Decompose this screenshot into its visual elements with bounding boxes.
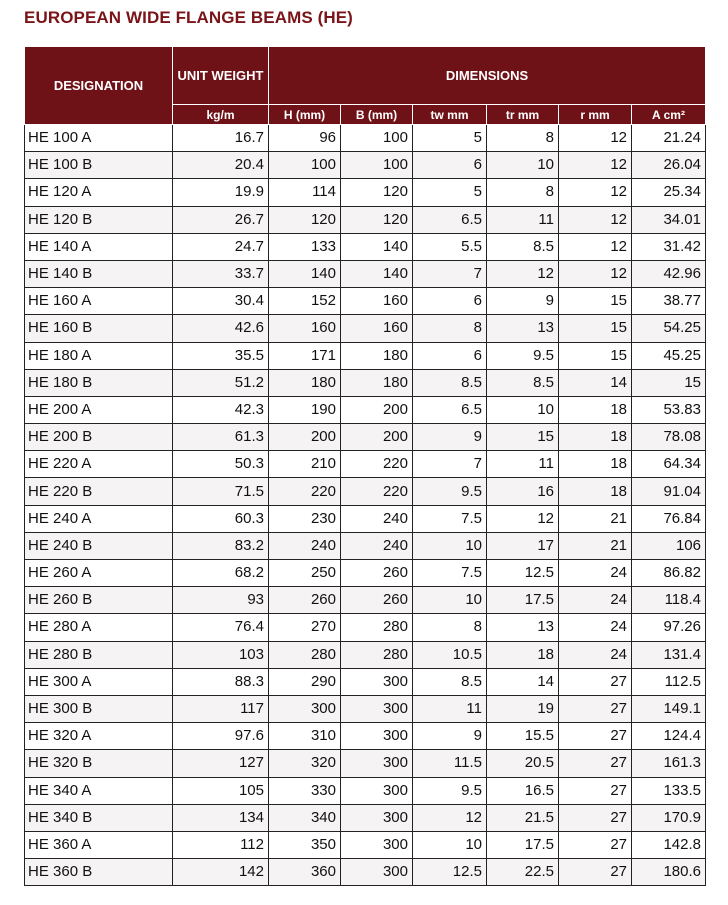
radius-cell: 14: [559, 369, 632, 396]
table-row: [25, 125, 706, 152]
flange-thickness-cell: 8: [487, 125, 559, 152]
radius-cell: 27: [559, 831, 632, 858]
designation-cell: HE 180 A: [25, 342, 173, 369]
unit-header-r: r mm: [559, 105, 632, 125]
designation-cell: HE 140 B: [25, 260, 173, 287]
flange-thickness-cell: 9.5: [487, 342, 559, 369]
height-cell: 190: [269, 396, 341, 423]
dimensions-header: DIMENSIONS: [269, 47, 706, 105]
area-cell: 15: [632, 369, 706, 396]
designation-cell: HE 220 B: [25, 478, 173, 505]
unit-weight-cell: 83.2: [173, 532, 269, 559]
area-cell: 180.6: [632, 859, 706, 886]
area-cell: 149.1: [632, 695, 706, 722]
width-cell: 300: [341, 831, 413, 858]
radius-cell: 27: [559, 668, 632, 695]
designation-cell: HE 200 B: [25, 424, 173, 451]
flange-thickness-cell: 8: [487, 179, 559, 206]
height-cell: 330: [269, 777, 341, 804]
area-cell: 45.25: [632, 342, 706, 369]
width-cell: 240: [341, 505, 413, 532]
height-cell: 220: [269, 478, 341, 505]
height-cell: 260: [269, 587, 341, 614]
table-row: [25, 396, 706, 423]
designation-cell: HE 300 B: [25, 695, 173, 722]
area-cell: 26.04: [632, 152, 706, 179]
web-thickness-cell: 6.5: [413, 206, 487, 233]
table-row: [25, 804, 706, 831]
web-thickness-cell: 8.5: [413, 369, 487, 396]
width-cell: 160: [341, 315, 413, 342]
unit-weight-cell: 117: [173, 695, 269, 722]
designation-cell: HE 140 A: [25, 233, 173, 260]
width-cell: 220: [341, 478, 413, 505]
area-cell: 106: [632, 532, 706, 559]
width-cell: 240: [341, 532, 413, 559]
designation-cell: HE 160 B: [25, 315, 173, 342]
flange-thickness-cell: 15.5: [487, 723, 559, 750]
web-thickness-cell: 6: [413, 288, 487, 315]
web-thickness-cell: 9: [413, 723, 487, 750]
unit-weight-cell: 42.3: [173, 396, 269, 423]
unit-weight-cell: 76.4: [173, 614, 269, 641]
flange-thickness-cell: 17: [487, 532, 559, 559]
unit-weight-cell: 16.7: [173, 125, 269, 152]
unit-weight-cell: 26.7: [173, 206, 269, 233]
designation-cell: HE 360 A: [25, 831, 173, 858]
radius-cell: 18: [559, 424, 632, 451]
designation-cell: HE 240 B: [25, 532, 173, 559]
table-row: [25, 233, 706, 260]
table-row: [25, 315, 706, 342]
web-thickness-cell: 6: [413, 152, 487, 179]
area-cell: 133.5: [632, 777, 706, 804]
unit-weight-cell: 71.5: [173, 478, 269, 505]
width-cell: 300: [341, 750, 413, 777]
radius-cell: 12: [559, 152, 632, 179]
area-cell: 118.4: [632, 587, 706, 614]
table-row: [25, 859, 706, 886]
radius-cell: 12: [559, 260, 632, 287]
radius-cell: 18: [559, 451, 632, 478]
unit-header-b: B (mm): [341, 105, 413, 125]
web-thickness-cell: 8.5: [413, 668, 487, 695]
flange-thickness-cell: 19: [487, 695, 559, 722]
designation-cell: HE 240 A: [25, 505, 173, 532]
width-cell: 180: [341, 369, 413, 396]
flange-thickness-cell: 22.5: [487, 859, 559, 886]
area-cell: 38.77: [632, 288, 706, 315]
unit-weight-cell: 134: [173, 804, 269, 831]
table-row: [25, 369, 706, 396]
area-cell: 131.4: [632, 641, 706, 668]
flange-thickness-cell: 13: [487, 315, 559, 342]
table-row: [25, 288, 706, 315]
height-cell: 300: [269, 695, 341, 722]
area-cell: 170.9: [632, 804, 706, 831]
unit-weight-cell: 19.9: [173, 179, 269, 206]
height-cell: 171: [269, 342, 341, 369]
height-cell: 160: [269, 315, 341, 342]
designation-cell: HE 280 B: [25, 641, 173, 668]
radius-cell: 27: [559, 804, 632, 831]
web-thickness-cell: 11.5: [413, 750, 487, 777]
width-cell: 220: [341, 451, 413, 478]
unit-weight-cell: 24.7: [173, 233, 269, 260]
radius-cell: 21: [559, 532, 632, 559]
web-thickness-cell: 9.5: [413, 478, 487, 505]
designation-cell: HE 120 A: [25, 179, 173, 206]
area-cell: 31.42: [632, 233, 706, 260]
table-row: [25, 560, 706, 587]
web-thickness-cell: 9: [413, 424, 487, 451]
web-thickness-cell: 6: [413, 342, 487, 369]
area-cell: 76.84: [632, 505, 706, 532]
radius-cell: 18: [559, 478, 632, 505]
unit-header-h: H (mm): [269, 105, 341, 125]
height-cell: 240: [269, 532, 341, 559]
height-cell: 133: [269, 233, 341, 260]
radius-cell: 24: [559, 560, 632, 587]
table-row: [25, 614, 706, 641]
unit-weight-cell: 30.4: [173, 288, 269, 315]
unit-weight-cell: 42.6: [173, 315, 269, 342]
height-cell: 100: [269, 152, 341, 179]
width-cell: 300: [341, 777, 413, 804]
web-thickness-cell: 10: [413, 831, 487, 858]
width-cell: 260: [341, 560, 413, 587]
web-thickness-cell: 9.5: [413, 777, 487, 804]
width-cell: 180: [341, 342, 413, 369]
area-cell: 34.01: [632, 206, 706, 233]
table-row: [25, 777, 706, 804]
height-cell: 230: [269, 505, 341, 532]
flange-thickness-cell: 17.5: [487, 587, 559, 614]
flange-thickness-cell: 10: [487, 152, 559, 179]
unit-weight-cell: 51.2: [173, 369, 269, 396]
flange-thickness-cell: 9: [487, 288, 559, 315]
area-cell: 64.34: [632, 451, 706, 478]
unit-weight-cell: 127: [173, 750, 269, 777]
radius-cell: 12: [559, 125, 632, 152]
radius-cell: 27: [559, 859, 632, 886]
designation-cell: HE 100 A: [25, 125, 173, 152]
unit-weight-header: UNIT WEIGHT: [173, 47, 269, 105]
radius-cell: 27: [559, 695, 632, 722]
table-row: [25, 532, 706, 559]
designation-cell: HE 180 B: [25, 369, 173, 396]
designation-header: DESIGNATION: [25, 47, 173, 125]
radius-cell: 12: [559, 206, 632, 233]
width-cell: 120: [341, 179, 413, 206]
flange-thickness-cell: 8.5: [487, 233, 559, 260]
area-cell: 54.25: [632, 315, 706, 342]
area-cell: 86.82: [632, 560, 706, 587]
width-cell: 160: [341, 288, 413, 315]
designation-cell: HE 160 A: [25, 288, 173, 315]
radius-cell: 27: [559, 723, 632, 750]
width-cell: 280: [341, 614, 413, 641]
table-row: [25, 831, 706, 858]
unit-weight-cell: 61.3: [173, 424, 269, 451]
flange-thickness-cell: 12: [487, 260, 559, 287]
height-cell: 310: [269, 723, 341, 750]
designation-cell: HE 340 A: [25, 777, 173, 804]
radius-cell: 21: [559, 505, 632, 532]
area-cell: 42.96: [632, 260, 706, 287]
width-cell: 300: [341, 668, 413, 695]
radius-cell: 18: [559, 396, 632, 423]
web-thickness-cell: 12.5: [413, 859, 487, 886]
width-cell: 260: [341, 587, 413, 614]
radius-cell: 15: [559, 342, 632, 369]
web-thickness-cell: 5: [413, 179, 487, 206]
designation-cell: HE 320 B: [25, 750, 173, 777]
unit-weight-cell: 103: [173, 641, 269, 668]
flange-thickness-cell: 16.5: [487, 777, 559, 804]
radius-cell: 27: [559, 750, 632, 777]
table-row: [25, 451, 706, 478]
unit-weight-cell: 33.7: [173, 260, 269, 287]
web-thickness-cell: 7.5: [413, 560, 487, 587]
table-row: [25, 641, 706, 668]
radius-cell: 12: [559, 233, 632, 260]
designation-cell: HE 260 A: [25, 560, 173, 587]
table-row: [25, 424, 706, 451]
area-cell: 91.04: [632, 478, 706, 505]
unit-header-tw: tw mm: [413, 105, 487, 125]
table-row: [25, 505, 706, 532]
page-title: EUROPEAN WIDE FLANGE BEAMS (HE): [24, 8, 353, 27]
designation-cell: HE 120 B: [25, 206, 173, 233]
web-thickness-cell: 5: [413, 125, 487, 152]
web-thickness-cell: 10: [413, 587, 487, 614]
table-row: [25, 668, 706, 695]
unit-weight-cell: 20.4: [173, 152, 269, 179]
flange-thickness-cell: 8.5: [487, 369, 559, 396]
flange-thickness-cell: 20.5: [487, 750, 559, 777]
web-thickness-cell: 12: [413, 804, 487, 831]
web-thickness-cell: 11: [413, 695, 487, 722]
designation-cell: HE 280 A: [25, 614, 173, 641]
flange-thickness-cell: 18: [487, 641, 559, 668]
table-row: [25, 587, 706, 614]
radius-cell: 15: [559, 288, 632, 315]
flange-thickness-cell: 15: [487, 424, 559, 451]
table-row: [25, 260, 706, 287]
designation-cell: HE 320 A: [25, 723, 173, 750]
height-cell: 140: [269, 260, 341, 287]
web-thickness-cell: 8: [413, 614, 487, 641]
table-row: [25, 206, 706, 233]
area-cell: 25.34: [632, 179, 706, 206]
flange-thickness-cell: 12: [487, 505, 559, 532]
height-cell: 114: [269, 179, 341, 206]
beam-table: [24, 46, 706, 886]
beam-table-body: [25, 125, 706, 886]
width-cell: 100: [341, 152, 413, 179]
radius-cell: 24: [559, 587, 632, 614]
flange-thickness-cell: 21.5: [487, 804, 559, 831]
height-cell: 120: [269, 206, 341, 233]
height-cell: 290: [269, 668, 341, 695]
height-cell: 200: [269, 424, 341, 451]
web-thickness-cell: 7: [413, 451, 487, 478]
designation-cell: HE 260 B: [25, 587, 173, 614]
area-cell: 78.08: [632, 424, 706, 451]
unit-weight-cell: 93: [173, 587, 269, 614]
table-row: [25, 695, 706, 722]
designation-cell: HE 360 B: [25, 859, 173, 886]
web-thickness-cell: 10.5: [413, 641, 487, 668]
area-cell: 142.8: [632, 831, 706, 858]
flange-thickness-cell: 11: [487, 451, 559, 478]
radius-cell: 15: [559, 315, 632, 342]
height-cell: 96: [269, 125, 341, 152]
width-cell: 200: [341, 396, 413, 423]
height-cell: 280: [269, 641, 341, 668]
width-cell: 200: [341, 424, 413, 451]
width-cell: 280: [341, 641, 413, 668]
area-cell: 112.5: [632, 668, 706, 695]
flange-thickness-cell: 14: [487, 668, 559, 695]
web-thickness-cell: 5.5: [413, 233, 487, 260]
web-thickness-cell: 7.5: [413, 505, 487, 532]
flange-thickness-cell: 13: [487, 614, 559, 641]
width-cell: 300: [341, 804, 413, 831]
width-cell: 120: [341, 206, 413, 233]
area-cell: 97.26: [632, 614, 706, 641]
height-cell: 360: [269, 859, 341, 886]
designation-cell: HE 340 B: [25, 804, 173, 831]
unit-weight-cell: 142: [173, 859, 269, 886]
table-row: [25, 750, 706, 777]
flange-thickness-cell: 10: [487, 396, 559, 423]
width-cell: 300: [341, 859, 413, 886]
area-cell: 124.4: [632, 723, 706, 750]
area-cell: 161.3: [632, 750, 706, 777]
height-cell: 210: [269, 451, 341, 478]
table-row: [25, 179, 706, 206]
area-cell: 21.24: [632, 125, 706, 152]
flange-thickness-cell: 11: [487, 206, 559, 233]
designation-cell: HE 100 B: [25, 152, 173, 179]
height-cell: 340: [269, 804, 341, 831]
area-cell: 53.83: [632, 396, 706, 423]
flange-thickness-cell: 12.5: [487, 560, 559, 587]
table-row: [25, 723, 706, 750]
flange-thickness-cell: 17.5: [487, 831, 559, 858]
height-cell: 350: [269, 831, 341, 858]
table-row: [25, 342, 706, 369]
radius-cell: 12: [559, 179, 632, 206]
web-thickness-cell: 10: [413, 532, 487, 559]
unit-weight-cell: 50.3: [173, 451, 269, 478]
designation-cell: HE 200 A: [25, 396, 173, 423]
unit-weight-cell: 97.6: [173, 723, 269, 750]
radius-cell: 24: [559, 641, 632, 668]
web-thickness-cell: 8: [413, 315, 487, 342]
width-cell: 300: [341, 695, 413, 722]
radius-cell: 24: [559, 614, 632, 641]
unit-weight-cell: 105: [173, 777, 269, 804]
unit-weight-cell: 68.2: [173, 560, 269, 587]
web-thickness-cell: 6.5: [413, 396, 487, 423]
unit-header-tr: tr mm: [487, 105, 559, 125]
flange-thickness-cell: 16: [487, 478, 559, 505]
unit-weight-cell: 112: [173, 831, 269, 858]
unit-weight-cell: 88.3: [173, 668, 269, 695]
width-cell: 140: [341, 260, 413, 287]
height-cell: 270: [269, 614, 341, 641]
table-row: [25, 478, 706, 505]
height-cell: 180: [269, 369, 341, 396]
height-cell: 250: [269, 560, 341, 587]
width-cell: 100: [341, 125, 413, 152]
designation-cell: HE 300 A: [25, 668, 173, 695]
radius-cell: 27: [559, 777, 632, 804]
width-cell: 300: [341, 723, 413, 750]
width-cell: 140: [341, 233, 413, 260]
height-cell: 320: [269, 750, 341, 777]
unit-weight-cell: 35.5: [173, 342, 269, 369]
web-thickness-cell: 7: [413, 260, 487, 287]
table-row: [25, 152, 706, 179]
unit-header-weight: kg/m: [173, 105, 269, 125]
designation-cell: HE 220 A: [25, 451, 173, 478]
height-cell: 152: [269, 288, 341, 315]
unit-header-area: A cm²: [632, 105, 706, 125]
unit-weight-cell: 60.3: [173, 505, 269, 532]
